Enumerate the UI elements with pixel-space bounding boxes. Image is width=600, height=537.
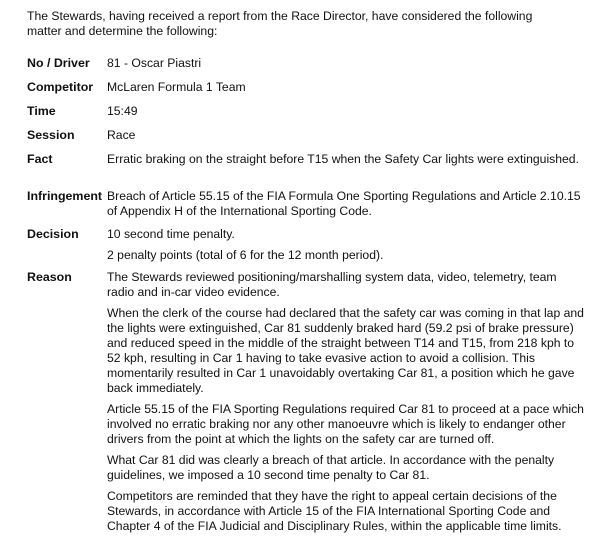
time-label: Time — [27, 104, 56, 118]
infringement-value: Breach of Article 55.15 of the FIA Formula One Sporting Regulations and Article 2.10.15 of Appendix H of the International Sporting Code. — [107, 189, 581, 218]
row-fact — [27, 152, 587, 167]
driver-value: 81 - Oscar Piastri — [107, 56, 202, 70]
row-reason — [27, 270, 587, 534]
reason-paragraph: Competitors are reminded that they have the right to appeal certain decisions of the Stewards, in accordance with Article 15 of the FIA International Sporting Code and Chapter 4 of the FIA Judicial and Disciplinary Rules, within the applicable time limits. — [107, 489, 562, 533]
decision-value — [107, 227, 587, 263]
row-driver — [27, 56, 587, 71]
fact-label: Fact — [27, 152, 53, 166]
session-label: Session — [27, 128, 75, 142]
decision-paragraph: 10 second time penalty. — [107, 227, 235, 241]
row-time — [27, 104, 587, 119]
competitor-label: Competitor — [27, 80, 94, 94]
reason-paragraph: When the clerk of the course had declared that the safety car was coming in that lap and the lights were extinguished, Car 81 suddenly braked hard (59.2 psi of brake pressure) and reduced speed in the middle of the straight between T14 and T15, from 218 kph to 52 kph, resulting in Car 1 having to take evasive action to avoid a collision. This momentarily resulted in Car 1 unavoidably overtaking Car 81, a position which he gave back immediately. — [107, 306, 584, 395]
reason-value — [107, 270, 587, 534]
row-session — [27, 128, 587, 143]
driver-label: No / Driver — [27, 56, 90, 70]
reason-paragraph: The Stewards reviewed positioning/marshalling system data, video, telemetry, team radio and in-car video evidence. — [107, 270, 557, 299]
decision-paragraph: 2 penalty points (total of 6 for the 12 month period). — [107, 248, 384, 262]
infringement-label: Infringement — [27, 189, 103, 203]
session-value: Race — [107, 128, 136, 142]
decision-label: Decision — [27, 227, 79, 241]
reason-paragraph: What Car 81 did was clearly a breach of that article. In accordance with the penalty guidelines, we imposed a 10 second time penalty to Car 81. — [107, 453, 555, 482]
time-value: 15:49 — [107, 104, 138, 118]
reason-paragraph: Article 55.15 of the FIA Sporting Regulations required Car 81 to proceed at a pace which involved no erratic braking nor any other manoeuvre which is likely to endanger other drivers from the point at which the lights on the safety car are turned off. — [107, 402, 584, 446]
intro-text: The Stewards, having received a report from the Race Director, have considered the following matter and determine the following: — [27, 9, 533, 38]
row-infringement — [27, 189, 587, 219]
competitor-value: McLaren Formula 1 Team — [107, 80, 246, 94]
row-decision — [27, 227, 587, 263]
fact-value: Erratic braking on the straight before T15 when the Safety Car lights were extinguished. — [107, 152, 579, 166]
reason-label: Reason — [27, 270, 72, 284]
row-competitor — [27, 80, 587, 95]
